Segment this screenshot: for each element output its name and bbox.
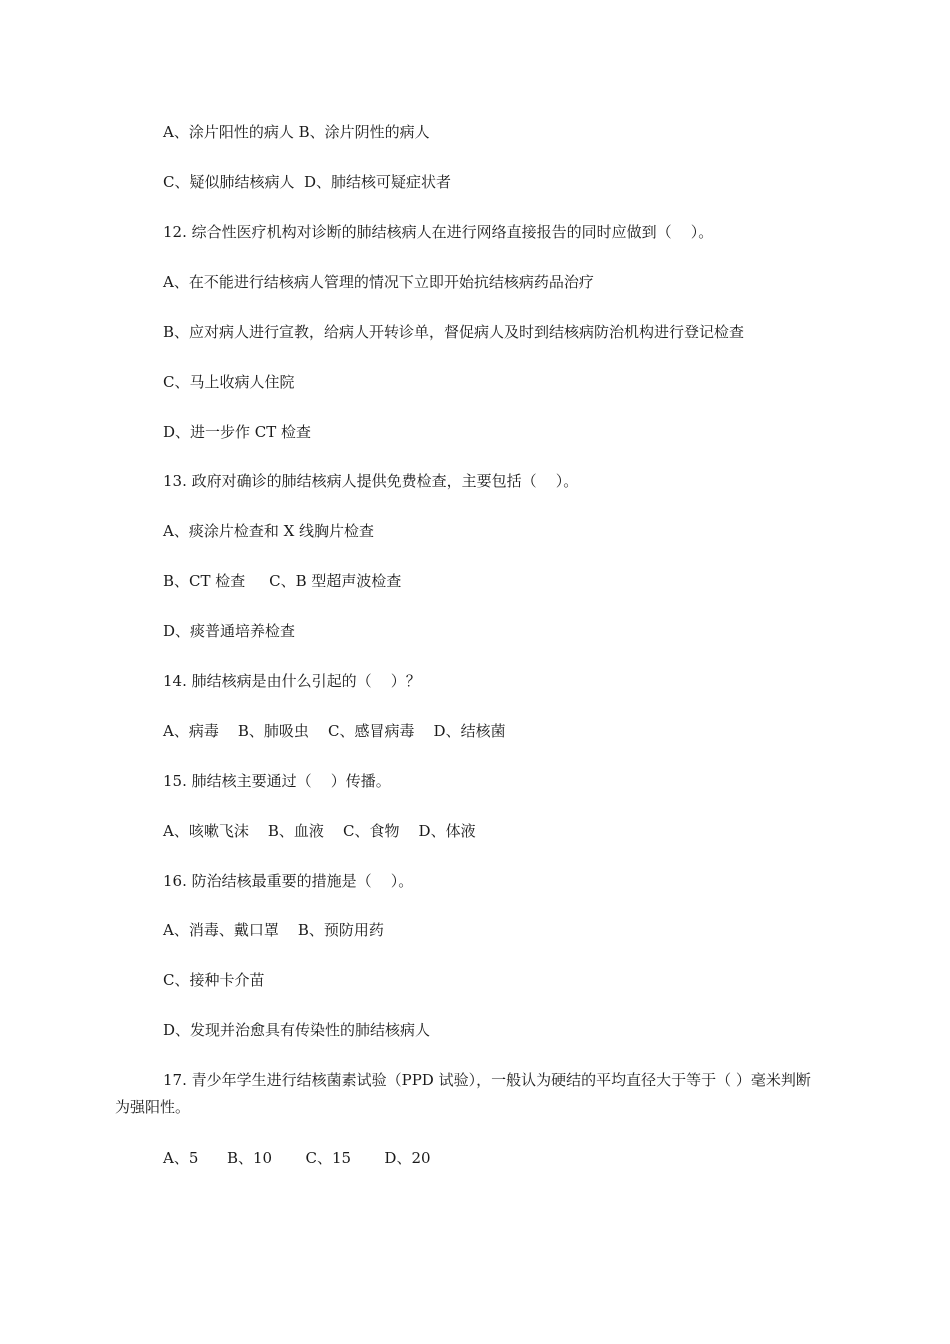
question-12: 12. 综合性医疗机构对诊断的肺结核病人在进行网络直接报告的同时应做到（ ）。 <box>163 223 714 241</box>
q13-options-bc: B、CT 检查 C、B 型超声波检查 <box>163 572 402 590</box>
question-17: 17. 青少年学生进行结核菌素试验（PPD 试验），一般认为硬结的平均直径大于等于（ ）毫米判断为强阳性。 <box>115 1071 811 1116</box>
q12-option-a: A、在不能进行结核病人管理的情况下立即开始抗结核病药品治疗 <box>163 273 594 291</box>
question-13: 13. 政府对确诊的肺结核病人提供免费检查，主要包括（ ）。 <box>163 472 579 490</box>
q16-option-c: C、接种卡介苗 <box>163 971 265 989</box>
q12-option-b: B、应对病人进行宣教，给病人开转诊单，督促病人及时到结核病防治机构进行登记检查 <box>163 323 745 341</box>
q14-options: A、病毒 B、肺吸虫 C、感冒病毒 D、结核菌 <box>163 722 506 740</box>
q13-option-d: D、痰普通培养检查 <box>163 622 296 640</box>
q12-option-c: C、马上收病人住院 <box>163 373 295 391</box>
q17-options: A、5 B、10 C、15 D、20 <box>163 1149 431 1167</box>
question-15: 15. 肺结核主要通过（ ）传播。 <box>163 772 391 790</box>
q16-option-d: D、发现并治愈具有传染性的肺结核病人 <box>163 1021 431 1039</box>
q11-options-ab: A、涂片阳性的病人 B、涂片阴性的病人 <box>163 123 430 141</box>
q13-option-a: A、痰涂片检查和 X 线胸片检查 <box>163 522 375 540</box>
q11-options-cd: C、疑似肺结核病人 D、肺结核可疑症状者 <box>163 173 452 191</box>
q15-options: A、咳嗽飞沫 B、血液 C、食物 D、体液 <box>163 822 476 840</box>
question-16: 16. 防治结核最重要的措施是（ ）。 <box>163 872 414 890</box>
q12-option-d: D、进一步作 CT 检查 <box>163 423 312 441</box>
q16-options-ab: A、消毒、戴口罩 B、预防用药 <box>163 921 384 939</box>
question-14: 14. 肺结核病是由什么引起的（ ）？ <box>163 672 421 690</box>
